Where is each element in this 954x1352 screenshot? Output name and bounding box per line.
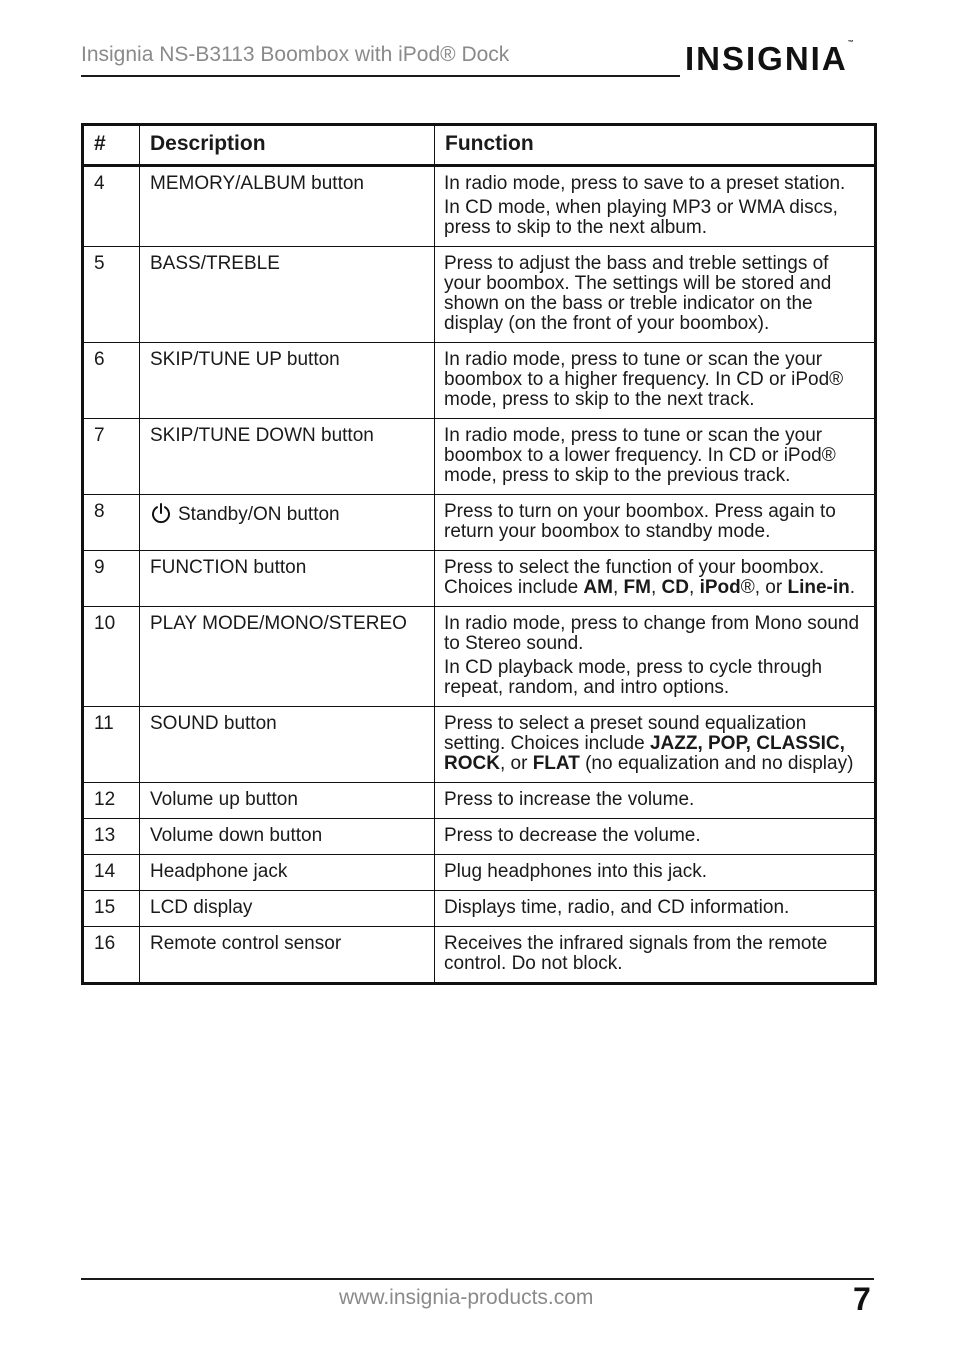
function-text: In CD playback mode, press to cycle through repeat, random, and intro options. [444,657,823,698]
page-number: 7 [853,1281,871,1317]
controls-table [81,123,877,985]
row-function [435,891,876,927]
column-header-function: Function [435,125,876,166]
column-header-number: # [83,125,140,166]
table-row [83,927,876,984]
function-text: Press to increase the volume. [444,789,695,810]
row-function [435,495,876,551]
row-description-text: Standby/ON button [178,504,340,525]
row-description: Remote control sensor [140,927,435,984]
function-text: In radio mode, press to tune or scan the your boombox to a lower frequency. In CD or iPod® mode, press to skip to the previous track. [444,425,836,486]
choice-presets: JAZZ, POP, CLASSIC, ROCK [444,733,845,774]
table-row [83,343,876,419]
separator-text: , [689,577,700,598]
row-description: SKIP/TUNE UP button [140,343,435,419]
choice-am: AM [583,577,613,598]
choice-line-in: Line-in [787,577,850,598]
choice-fm: FM [623,577,651,598]
row-description: Headphone jack [140,855,435,891]
row-function [435,783,876,819]
row-description: PLAY MODE/MONO/STEREO [140,607,435,707]
power-icon [150,502,172,524]
row-number: 4 [83,166,140,247]
separator-text: ®, or [740,577,788,598]
table-row [83,707,876,783]
header-divider [81,75,680,77]
row-number: 16 [83,927,140,984]
table-row [83,783,876,819]
row-description: BASS/TREBLE [140,247,435,343]
separator-text: , or [499,753,533,774]
separator-text: , [650,577,662,598]
function-text: Press to select the function of your boombox. Choices include [444,557,825,598]
row-function [435,247,876,343]
function-text: (no equalization and no display) [579,753,854,774]
logo-text: INSIGNIA [685,40,848,77]
row-description: FUNCTION button [140,551,435,607]
row-number: 5 [83,247,140,343]
choice-flat: FLAT [532,753,580,774]
row-number: 11 [83,707,140,783]
table-row [83,891,876,927]
row-description: Volume up button [140,783,435,819]
page-header-title: Insignia NS-B3113 Boombox with iPod® Dock [81,43,510,66]
row-number: 13 [83,819,140,855]
row-number: 15 [83,891,140,927]
function-text: Press to select a preset sound equalization setting. Choices include [444,713,807,754]
footer-divider [81,1278,874,1280]
table-row [83,819,876,855]
separator-text: , [612,577,624,598]
choice-cd: CD [661,577,689,598]
row-function [435,819,876,855]
function-text: Press to turn on your boombox. Press again to return your boombox to standby mode. [444,501,836,542]
table-row [83,607,876,707]
row-number: 7 [83,419,140,495]
row-function [435,419,876,495]
end-punctuation: . [849,577,856,598]
logo-trademark: ™ [847,40,854,46]
function-text: Plug headphones into this jack. [444,861,708,882]
row-number: 14 [83,855,140,891]
function-text: Displays time, radio, and CD information. [444,897,790,918]
row-description: Volume down button [140,819,435,855]
footer-website: www.insignia-products.com [339,1286,594,1309]
row-description: SKIP/TUNE DOWN button [140,419,435,495]
function-text: In radio mode, press to change from Mono sound to Stereo sound. [444,613,860,654]
row-description: MEMORY/ALBUM button [140,166,435,247]
function-text: Press to adjust the bass and treble settings of your boombox. The settings will be stored and shown on the bass or treble indicator on the display (on the front of your boombox). [444,253,832,334]
row-function [435,607,876,707]
row-description [140,495,435,551]
row-function [435,551,876,607]
table-row [83,166,876,247]
row-description: LCD display [140,891,435,927]
insignia-logo [685,40,854,78]
row-function [435,343,876,419]
row-number: 9 [83,551,140,607]
row-number: 10 [83,607,140,707]
row-function [435,707,876,783]
table-row [83,495,876,551]
table-row [83,419,876,495]
choice-ipod: iPod [699,577,741,598]
function-text: In radio mode, press to tune or scan the your boombox to a higher frequency. In CD or iPod® mode, press to skip to the next track. [444,349,844,410]
table-header-row [83,125,876,166]
row-function [435,855,876,891]
function-text: Press to decrease the volume. [444,825,701,846]
row-function [435,927,876,984]
row-number: 6 [83,343,140,419]
function-text: In radio mode, press to save to a preset station. [444,173,846,194]
row-description: SOUND button [140,707,435,783]
row-function [435,166,876,247]
row-number: 12 [83,783,140,819]
table-row [83,855,876,891]
table-row [83,247,876,343]
row-number: 8 [83,495,140,551]
function-text: Receives the infrared signals from the remote control. Do not block. [444,933,828,974]
function-text: In CD mode, when playing MP3 or WMA discs, press to skip to the next album. [444,197,838,238]
table-row [83,551,876,607]
column-header-description: Description [140,125,435,166]
